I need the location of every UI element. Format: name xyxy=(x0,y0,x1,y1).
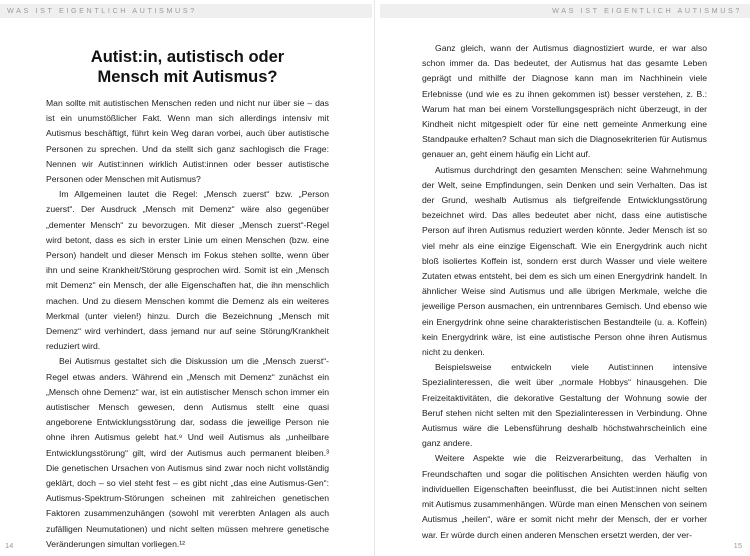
running-head-right: WAS IST EIGENTLICH AUTISMUS? xyxy=(380,4,750,18)
left-body-text xyxy=(46,96,329,552)
paragraph: Im Allgemeinen lautet die Regel: „Mensch zuerst“ bzw. „Person zuerst“. Der Ausdruck „Mensch mit Demenz“ wäre also gegenüber „dementer Mensch“ zu bevorzugen. Mit dieser „Mensch zuerst“-Regel wird betont, dass es sich in erster Linie um einen Menschen (bzw. eine Person) handelt und dieser Mensch im Fokus stehen sollte, wenn über ihn und seine Krankheit/Störung gesprochen wird. Somit ist ein „Mensch mit Demenz“ ein Mensch, der alle Eigenschaften hat, die ihn menschlich machen. Und zu diesem Menschen kommt die Demenz als ein weiteres Merkmal (unter vielen!) hinzu. Durch die Bezeichnung „Mensch mit Demenz“ wird verhindert, dass jemand nur auf seine Störung/Krankheit reduziert wird. xyxy=(46,189,329,352)
right-page xyxy=(375,0,750,556)
page-number-right: 15 xyxy=(733,541,742,550)
paragraph: Beispielsweise entwickeln viele Autist:innen intensive Spezialinteressen, die weit über „normale Hobbys“ hinausgehen. Die Freizeitaktivitäten, die dekorative Gestaltung der Wohnung sowie der Beruf stehen nicht selten mit den Spezialinteressen in Verbindung. Ohne Autismus wäre die Lebensführung deshalb höchstwahrscheinlich eine ganz andere. xyxy=(422,362,707,449)
chapter-title xyxy=(46,47,329,87)
chapter-title-line-1: Autist:in, autistisch oder xyxy=(90,48,285,66)
chapter-title-line-2: Mensch mit Autismus? xyxy=(97,68,278,86)
paragraph: Autismus durchdringt den gesamten Menschen: seine Wahrnehmung der Welt, seine Empfindungen, sein Denken und sein Verhalten. Das ist der Grund, weshalb Autismus als tiefgreifende Entwicklungsstörung bezeichnet wird. Das alles bedeutet aber nicht, dass eine autistische Person auf ihren Autismus reduziert werden könnte. Jeder Mensch ist so viel mehr als eine einzige Eigenschaft. Wie ein Energydrink auch nicht bloß isoliertes Koffein ist, sondern erst durch Wasser und viele weitere Zutaten etwas entsteht, bei dem es sich um einen Energydrink handelt. In ähnlicher Weise sind Autismus und alle übrigen Merkmale, welche die jeweilige Person ausmachen, ein untrennbares Gemisch. Und ebenso wie ein Energydrink ohne seine charakteristischen Bestandteile (u. a. Koffein) kein Energydrink wäre, ist eine autistische Person ohne ihren Autismus nicht zu denken. xyxy=(422,164,707,358)
running-head-left: WAS IST EIGENTLICH AUTISMUS? xyxy=(0,4,372,18)
paragraph: Ganz gleich, wann der Autismus diagnostiziert wurde, er war also schon immer da. Das bedeutet, der Autismus hat das gesamte Leben geprägt und mithilfe der Diagnose kann man im Nachhinein viele Erlebnisse (und wie es zu ihnen gekommen ist) besser verstehen, z. B.: Warum hat man bei einem Vorstellungsgespräch nicht überzeugt, in der Kindheit nicht mitgespielt oder für eine nett gemeinte Anmerkung eine Standpauke erhalten? Schaut man sich die Diagnosekriterien für Autismus genauer an, geht einem häufig ein Licht auf. xyxy=(422,43,707,160)
paragraph: Bei Autismus gestaltet sich die Diskussion um die „Mensch zuerst“-Regel etwas anders. Während ein „Mensch mit Demenz“ zunächst ein „Mensch ohne Demenz“ war, ist ein autistischer Mensch schon immer ein autistischer Mensch gewesen, denn Autismus stellt eine quasi angeborene Entwicklungsstörung dar, sodass die jeweilige Person nie ohne ihren Autismus gelebt hat.⁹ Und weil Autismus als „unheilbare Entwicklungsstörung“ gilt, wird der Autismus auch permanent bleiben.³ Die genetischen Ursachen von Autismus sind zwar noch nicht vollständig geklärt, doch – so viel steht fest – es gibt nicht „das eine Autismus-Gen“: Autismus-Spektrum-Störungen scheinen mit zahlreichen genetischen Faktoren zusammenzuhängen (sowohl mit vererbten Anlagen als auch zufälligen Neumutationen) und nicht selten müssen mehrere genetische Veränderungen simultan vorliegen.¹² xyxy=(46,356,329,549)
paragraph: Man sollte mit autistischen Menschen reden und nicht nur über sie – das ist ein unumstößlicher Fakt. Wenn man sich allerdings intensiv mit Autismus beschäftigt, führt kein Weg daran vorbei, auch über autistische Personen zu sprechen. Und da stellt sich ganz sachlogisch die Frage: Nennen wir Autist:innen wirklich Autist:innen oder besser autistische Personen oder Menschen mit Autismus? xyxy=(46,98,329,185)
right-body-text xyxy=(422,41,707,543)
page-number-left: 14 xyxy=(5,541,14,550)
paragraph: Weitere Aspekte wie die Reizverarbeitung, das Verhalten in Freundschaften und sogar die politischen Ansichten werden häufig von individuellen Eigenschaften beeinflusst, die bei Autist:innen nicht selten mit Autismus zusammenhängen. Würde man einen Menschen von seinem Autismus „heilen“, wäre er somit nicht mehr der Mensch, der er vorher war. Er würde durch einen anderen Menschen ersetzt werden, der ver- xyxy=(422,453,707,540)
